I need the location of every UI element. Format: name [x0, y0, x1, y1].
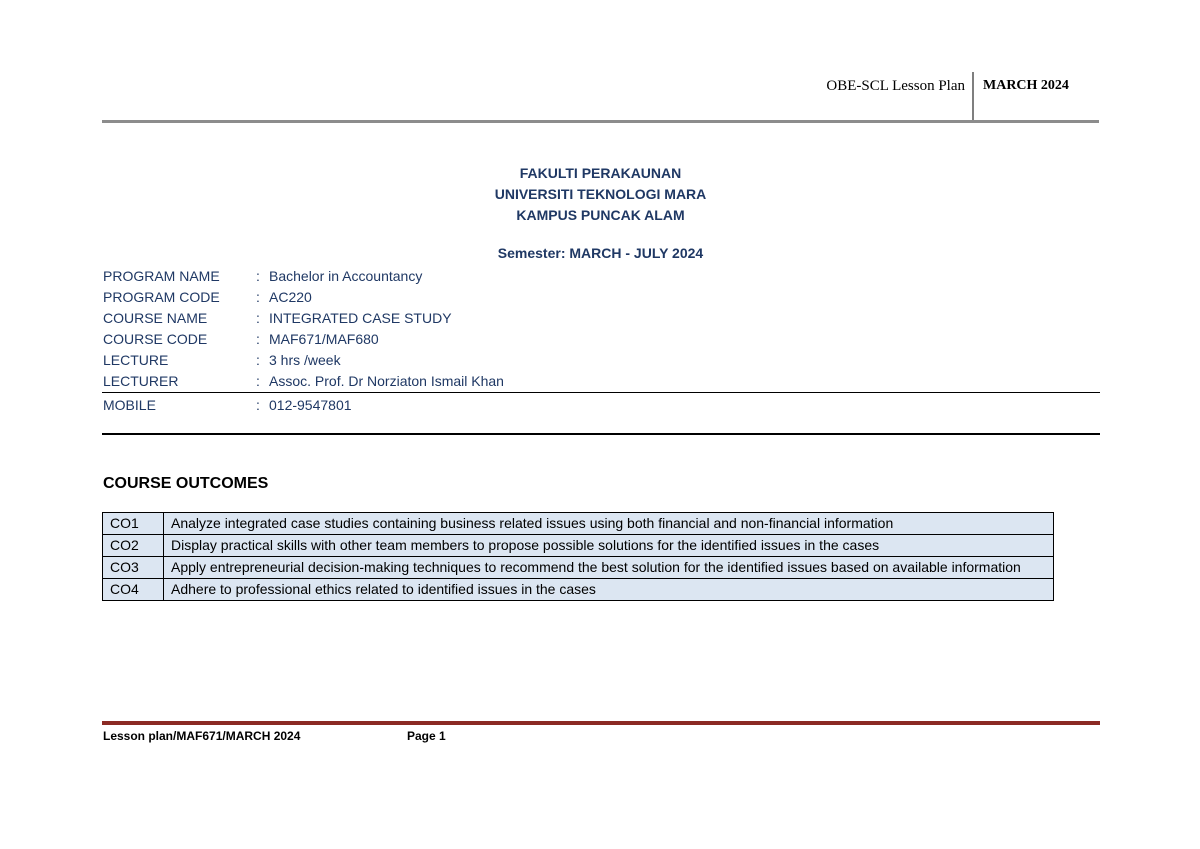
info-value: AC220 — [269, 289, 312, 305]
header-date: MARCH 2024 — [983, 78, 1069, 93]
info-row-lecture — [102, 350, 1100, 371]
course-outcomes-heading: COURSE OUTCOMES — [103, 475, 269, 492]
info-row-course-code — [102, 329, 1100, 350]
university-name: UNIVERSITI TEKNOLOGI MARA — [494, 186, 707, 202]
info-row-mobile — [102, 395, 1100, 416]
footer-document-ref: Lesson plan/MAF671/MARCH 2024 — [103, 729, 301, 743]
course-outcomes-table — [102, 512, 1054, 601]
info-colon: : — [256, 268, 260, 284]
co-code: CO4 — [103, 579, 164, 601]
info-colon: : — [256, 289, 260, 305]
table-row — [103, 513, 1054, 535]
co-text: Apply entrepreneurial decision-making techniques to recommend the best solution for the identified issues based on available information — [164, 557, 1054, 579]
co-code: CO1 — [103, 513, 164, 535]
info-divider — [102, 392, 1100, 393]
info-label: PROGRAM CODE — [103, 289, 220, 305]
info-label: LECTURER — [103, 373, 179, 389]
info-row-program-name — [102, 266, 1100, 287]
co-code: CO2 — [103, 535, 164, 557]
table-row — [103, 535, 1054, 557]
co-code: CO3 — [103, 557, 164, 579]
info-colon: : — [256, 310, 260, 326]
course-info — [102, 266, 1100, 416]
header-rule — [102, 120, 1099, 123]
info-label: LECTURE — [103, 352, 169, 368]
co-text: Display practical skills with other team members to propose possible solutions for the identified issues in the cases — [164, 535, 1054, 557]
table-row — [103, 557, 1054, 579]
info-value: Assoc. Prof. Dr Norziaton Ismail Khan — [269, 373, 504, 389]
info-value: Bachelor in Accountancy — [269, 268, 423, 284]
info-colon: : — [256, 397, 260, 413]
footer-page-number: Page 1 — [407, 729, 446, 743]
info-colon: : — [256, 373, 260, 389]
semester-line: Semester: MARCH - JULY 2024 — [497, 245, 704, 261]
co-text: Analyze integrated case studies containing business related issues using both financial and non-financial information — [164, 513, 1054, 535]
info-value: 3 hrs /week — [269, 352, 341, 368]
header-title: OBE-SCL Lesson Plan — [826, 78, 965, 94]
table-row — [103, 579, 1054, 601]
info-bottom-rule — [102, 433, 1100, 435]
info-label: COURSE CODE — [103, 331, 208, 347]
info-colon: : — [256, 331, 260, 347]
info-label: COURSE NAME — [103, 310, 208, 326]
info-value: MAF671/MAF680 — [269, 331, 379, 347]
header-separator — [972, 72, 974, 122]
title-block — [102, 163, 1099, 226]
co-text: Adhere to professional ethics related to identified issues in the cases — [164, 579, 1054, 601]
info-value: 012-9547801 — [269, 397, 352, 413]
info-label: PROGRAM NAME — [103, 268, 220, 284]
info-label: MOBILE — [103, 397, 156, 413]
info-row-program-code — [102, 287, 1100, 308]
info-row-course-name — [102, 308, 1100, 329]
footer-rule — [102, 721, 1100, 725]
info-row-lecturer — [102, 371, 1100, 392]
info-colon: : — [256, 352, 260, 368]
faculty-name: FAKULTI PERAKAUNAN — [519, 165, 682, 181]
campus-name: KAMPUS PUNCAK ALAM — [516, 207, 685, 223]
info-value: INTEGRATED CASE STUDY — [269, 310, 452, 326]
